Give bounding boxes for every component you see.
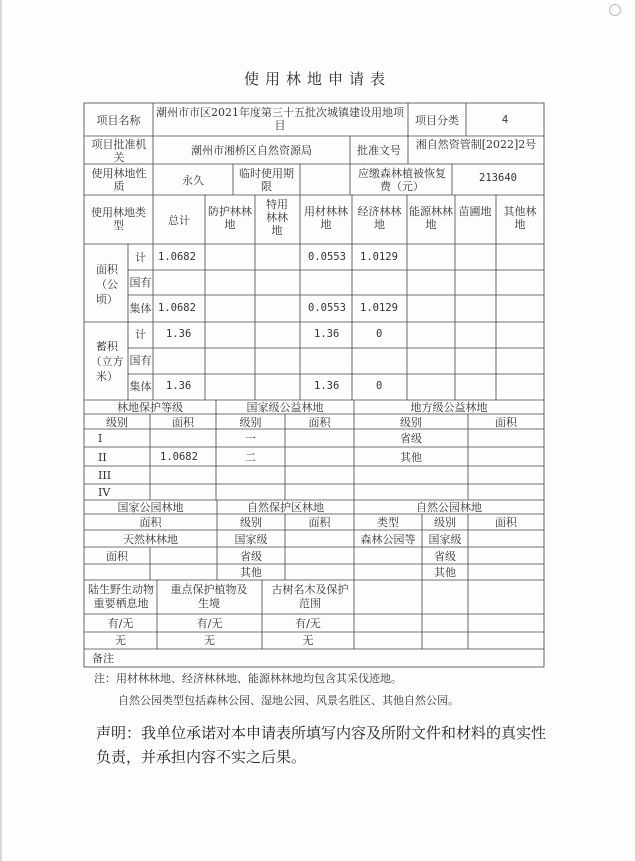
volume-total-sum: 1.36 bbox=[166, 328, 192, 340]
national-park-header: 国家公园林地 bbox=[117, 501, 184, 514]
area-total-economic: 1.0129 bbox=[360, 251, 398, 263]
nat-col-area: 面积 bbox=[308, 416, 331, 429]
area-collective-timber: 0.0553 bbox=[308, 302, 346, 314]
doc-no-value: 湘自然资管制[2022]2号 bbox=[415, 138, 537, 151]
type-col-nursery: 苗圃地 bbox=[458, 205, 492, 218]
natural-forest-label: 天然林林地 bbox=[123, 533, 178, 546]
trees-yn-label: 有/无 bbox=[295, 617, 321, 630]
reserve-other: 其他 bbox=[240, 566, 262, 579]
nat-level-1: 一 bbox=[245, 432, 256, 445]
type-col-special: 特用林林地 bbox=[266, 198, 288, 237]
protected-plants-header: 重点保护植物及生境 bbox=[170, 583, 248, 610]
park-level-label: 级别 bbox=[434, 516, 456, 529]
park-provincial: 省级 bbox=[434, 550, 456, 563]
area-total-sum: 1.0682 bbox=[158, 251, 196, 263]
nat-col-level: 级别 bbox=[239, 416, 262, 429]
temp-label: 临时使用期限 bbox=[239, 167, 294, 193]
loc-level-provincial: 省级 bbox=[400, 432, 422, 445]
type-col-total: 总计 bbox=[168, 214, 190, 227]
form-title: 使用林地申请表 bbox=[243, 70, 391, 88]
type-col-energy: 能源林林地 bbox=[409, 205, 453, 231]
wildlife-value: 无 bbox=[115, 634, 126, 647]
reserve-area-label: 面积 bbox=[308, 516, 331, 529]
loc-col-level: 级别 bbox=[400, 416, 422, 429]
nature-value: 永久 bbox=[182, 174, 204, 187]
area-collective-sum: 1.0682 bbox=[158, 302, 196, 314]
volume-row-total-label: 计 bbox=[135, 328, 146, 341]
reserve-provincial: 省级 bbox=[240, 550, 262, 563]
prot-level-3: III bbox=[98, 469, 112, 482]
approver-label: 项目批准机关 bbox=[91, 138, 147, 164]
forest-park-type: 森林公园等 bbox=[360, 533, 416, 546]
ancient-trees-header: 古树名木及保护范围 bbox=[271, 583, 349, 610]
area-row-total-label: 计 bbox=[135, 251, 146, 264]
prot-level-2-area: 1.0682 bbox=[160, 451, 198, 463]
loc-col-area: 面积 bbox=[495, 416, 517, 429]
area-row-collective-label: 集体 bbox=[129, 302, 152, 315]
note-line-1: 注：用材林林地、经济林林地、能源林林地均包含其采伐迹地。 bbox=[94, 672, 402, 685]
project-name-label: 项目名称 bbox=[96, 114, 141, 127]
type-col-timber: 用材林林地 bbox=[304, 205, 348, 231]
park-area-label: 面积 bbox=[495, 516, 517, 529]
natural-forest-area-label: 面积 bbox=[106, 550, 128, 563]
project-category-value: 4 bbox=[501, 114, 509, 126]
park-national: 国家级 bbox=[428, 533, 462, 546]
type-header-label: 使用林地类型 bbox=[91, 206, 146, 232]
volume-collective-timber: 1.36 bbox=[314, 380, 340, 392]
local-public-forest-header: 地方级公益林地 bbox=[410, 401, 488, 414]
trees-value: 无 bbox=[302, 634, 314, 647]
note-line-2: 自然公园类型包括森林公园、湿地公园、风景名胜区、其他自然公园。 bbox=[118, 694, 459, 707]
nature-reserve-header: 自然保护区林地 bbox=[247, 501, 324, 514]
park-type-label: 类型 bbox=[377, 516, 399, 529]
park-other: 其他 bbox=[434, 566, 456, 579]
protection-header: 林地保护等级 bbox=[117, 401, 183, 414]
project-category-label: 项目分类 bbox=[415, 114, 459, 127]
declaration: 声明：我单位承诺对本申请表所填写内容及所附文件和材料的真实性负责，并承担内容不实之后果。 bbox=[96, 724, 547, 766]
plants-yn-label: 有/无 bbox=[196, 617, 223, 630]
national-public-forest-header: 国家级公益林地 bbox=[246, 401, 324, 414]
volume-total-timber: 1.36 bbox=[314, 328, 340, 340]
prot-level-4: IV bbox=[98, 486, 111, 499]
approver-value: 潮州市湘桥区自然资源局 bbox=[191, 144, 312, 157]
doc-no-label: 批准文号 bbox=[357, 144, 401, 157]
remarks-label: 备注 bbox=[92, 652, 114, 665]
prot-col-area: 面积 bbox=[172, 416, 194, 429]
wildlife-habitat-header: 陆生野生动物重要栖息地 bbox=[88, 583, 154, 610]
volume-collective-sum: 1.36 bbox=[166, 380, 192, 392]
nat-level-2: 二 bbox=[245, 451, 256, 464]
area-row-state-label: 国有 bbox=[129, 276, 152, 289]
area-collective-economic: 1.0129 bbox=[360, 302, 398, 314]
fee-value: 213640 bbox=[479, 172, 517, 184]
type-col-other: 其他林地 bbox=[503, 205, 537, 231]
wildlife-yn-label: 有/无 bbox=[107, 617, 134, 630]
area-total-timber: 0.0553 bbox=[308, 251, 346, 263]
volume-label: 蓄积（立方米） bbox=[90, 340, 124, 383]
prot-level-1: I bbox=[98, 432, 103, 445]
plants-value: 无 bbox=[204, 634, 215, 647]
loc-level-other: 其他 bbox=[400, 451, 422, 464]
area-label: 面积（公顷） bbox=[96, 263, 118, 306]
reserve-national: 国家级 bbox=[234, 533, 268, 546]
prot-level-2: II bbox=[98, 451, 107, 464]
natural-park-header: 自然公园林地 bbox=[416, 501, 482, 514]
volume-row-state-label: 国有 bbox=[129, 354, 152, 367]
reserve-level-label: 级别 bbox=[240, 516, 262, 529]
project-name-value: 潮州市市区2021年度第三十五批次城镇建设用地项目 bbox=[156, 106, 404, 132]
national-park-area-label: 面积 bbox=[139, 516, 162, 529]
nature-label: 使用林地性质 bbox=[91, 167, 147, 193]
volume-collective-economic: 0 bbox=[376, 380, 383, 392]
fee-label: 应缴森林植被恢复费（元） bbox=[358, 167, 446, 193]
volume-row-collective-label: 集体 bbox=[129, 380, 152, 393]
type-col-economic: 经济林林地 bbox=[357, 205, 402, 231]
type-col-protection: 防护林林地 bbox=[208, 205, 252, 231]
prot-col-level: 级别 bbox=[106, 416, 128, 429]
volume-total-economic: 0 bbox=[376, 328, 383, 340]
